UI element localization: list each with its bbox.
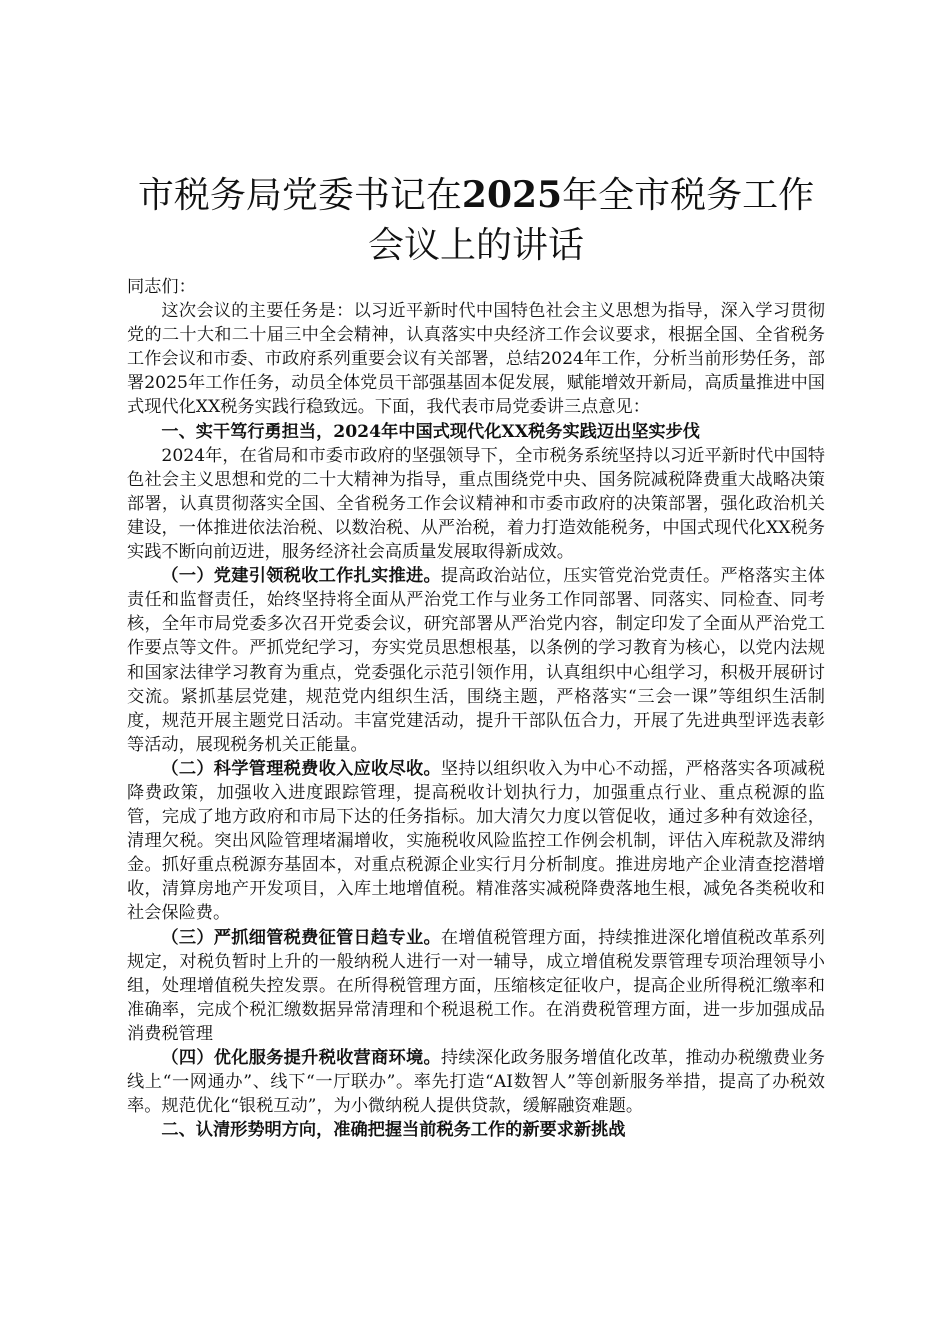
title-part2: 年全市税务工作会议上的讲话 xyxy=(367,175,815,266)
item-lead: （一）党建引领税收工作扎实推进。 xyxy=(161,566,441,587)
item-body: 持续深化政务服务增值化改革，推动办税缴费业务线上“一网通办”、线下“一厅联办”。率先打造“AI数智人”等创新服务举措，提高了办税效率。规范优化“银税互动”，为小微纳税人提供贷款，缓解融资难题。 xyxy=(127,1048,825,1117)
section1-intro: 2024年，在省局和市委市政府的坚强领导下，全市税务系统坚持以习近平新时代中国特色社会主义思想和党的二十大精神为指导，重点围绕党中央、国务院减税降费重大战略决策部署，认真贯彻落实全国、全省税务工作会议精神和市委市政府的决策部署，强化政治机关建设，一体推进依法治税、以数治税、从严治税，着力打造效能税务，中国式现代化XX税务实践不断向前迈进，服务经济社会高质量发展取得新成效。 xyxy=(127,445,825,563)
document-page xyxy=(127,170,825,1142)
salutation: 同志们： xyxy=(127,277,196,297)
item-lead: （四）优化服务提升税收营商环境。 xyxy=(161,1048,441,1068)
item-paragraph xyxy=(127,564,825,757)
title-year: 2025 xyxy=(461,174,563,216)
section1-heading: 一、实干笃行勇担当，2024年中国式现代化XX税务实践迈出坚实步伐 xyxy=(161,421,700,442)
item-lead: （三）严抓细管税费征管日趋专业。 xyxy=(161,927,441,948)
item-body: 在增值税管理方面，持续推进深化增值税改革系列规定，对税负暂时上升的一般纳税人进行一对一辅导，成立增值税发票管理专项治理领导小组，处理增值税失控发票。在所得税管理方面，压缩核定征收户，提高企业所得税汇缴率和准确率，完成个税汇缴数据异常清理和个税退税工作。在消费税管理方面，进一步加强成品消费税管理 xyxy=(127,927,825,1044)
intro-paragraph: 这次会议的主要任务是：以习近平新时代中国特色社会主义思想为指导，深入学习贯彻党的二十大和二十届三中全会精神，认真落实中央经济工作会议要求，根据全国、全省税务工作会议和市委、市政府系列重要会议有关部署，总结2024年工作，分析当前形势任务，部署2025年工作任务，动员全体党员干部强基固本促发展，赋能增效开新局，高质量推进中国式现代化XX税务实践行稳致远。下面，我代表市局党委讲三点意见： xyxy=(127,301,825,418)
item-body: 提高政治站位，压实管党治党责任。严格落实主体责任和监督责任，始终坚持将全面从严治党工作与业务工作同部署、同落实、同检查、同考核，全年市局党委多次召开党委会议，研究部署从严治党内容，制定印发了全面从严治党工作要点等文件。严抓党纪学习，夯实党员思想根基，以条例的学习教育为核心，以党内法规和国家法律学习教育为重点，党委强化示范引领作用，认真组织中心组学习，积极开展研讨交流。紧抓基层党建，规范党内组织生活，围绕主题，严格落实“三会一课”等组织生活制度，规范开展主题党日活动。丰富党建活动，提升干部队伍合力，开展了先进典型评选表彰等活动，展现税务机关正能量。 xyxy=(127,566,825,755)
item-lead: （二）科学管理税费收入应收尽收。 xyxy=(161,758,441,779)
item-paragraph xyxy=(127,757,825,926)
item-paragraph xyxy=(127,926,825,1046)
section2-heading: 二、认清形势明方向，准确把握当前税务工作的新要求新挑战 xyxy=(161,1120,626,1141)
title-part1: 市税务局党委书记在 xyxy=(137,175,462,216)
item-body: 坚持以组织收入为中心不动摇，严格落实各项减税降费政策，加强收入进度跟踪管理，提高税收计划执行力，加强重点行业、重点税源的监管，完成了地方政府和市局下达的任务指标。加大清欠力度以管促收，通过多种有效途径，清理欠税。突出风险管理堵漏增收，实施税收风险监控工作例会机制，评估入库税款及滞纳金。抓好重点税源夯基固本，对重点税源企业实行月分析制度。推进房地产企业清查挖潜增收，清算房地产开发项目，入库土地增值税。精准落实减税降费落地生根，减免各类税收和社会保险费。 xyxy=(127,758,825,924)
item-paragraph xyxy=(127,1046,825,1118)
document-title xyxy=(127,170,825,271)
